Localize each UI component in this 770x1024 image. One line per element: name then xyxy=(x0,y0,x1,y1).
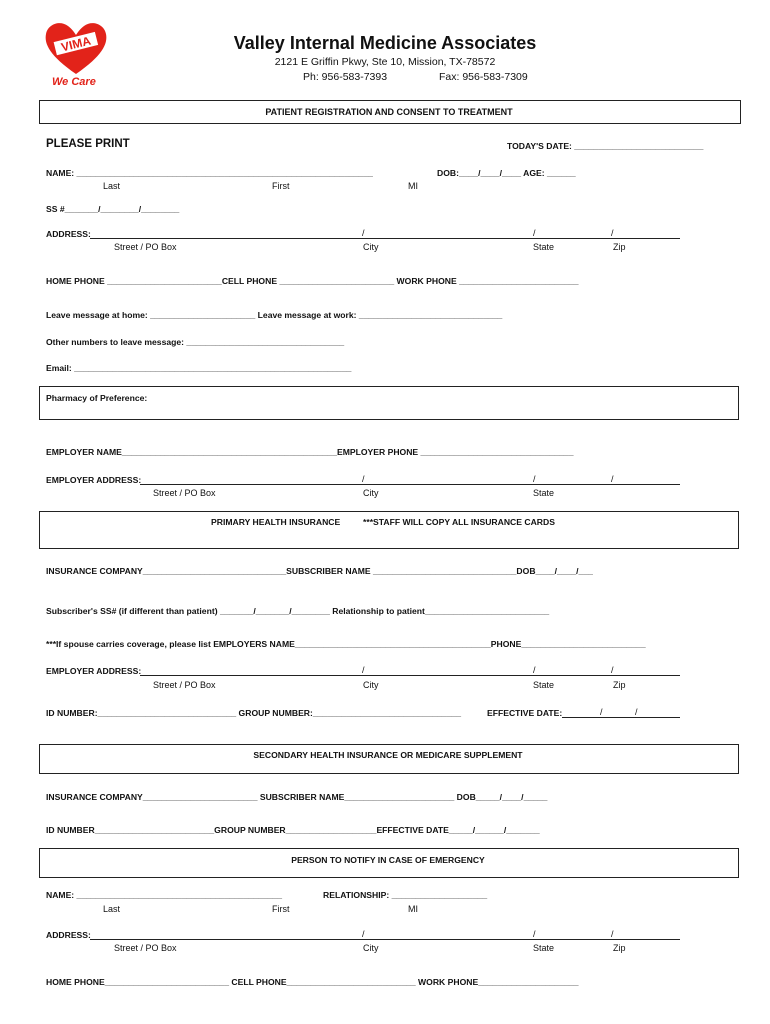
slash-8: / xyxy=(533,665,536,675)
emergency-relationship-field[interactable]: RELATIONSHIP: ____________________ xyxy=(323,890,488,900)
spouse-employer-field[interactable]: ***If spouse carries coverage, please list EMPLOYERS NAME_________________________________________PHONE__________________________ xyxy=(46,639,646,649)
label-city: City xyxy=(363,943,379,953)
patient-dob-age-field[interactable]: DOB:____/____/____ AGE: ______ xyxy=(437,168,576,178)
primary-insurance-heading: PRIMARY HEALTH INSURANCE xyxy=(211,517,341,527)
label-street: Street / PO Box xyxy=(153,488,216,498)
label-state: State xyxy=(533,488,555,498)
emergency-address-line[interactable] xyxy=(90,939,680,940)
label-first: First xyxy=(272,181,290,191)
label-zip: Zip xyxy=(613,680,626,690)
leave-message-field[interactable]: Leave message at home: ______________________ Leave message at work: ______________________________ xyxy=(46,310,503,320)
org-fax: Fax: 956-583-7309 xyxy=(439,71,528,83)
employer-address-line[interactable] xyxy=(140,484,680,485)
effective-date-line[interactable] xyxy=(562,717,680,718)
secondary-company-field[interactable]: INSURANCE COMPANY________________________ SUBSCRIBER NAME_______________________ DOB_____/____/_____ xyxy=(46,792,548,802)
label-city: City xyxy=(363,680,379,690)
effective-date-label: EFFECTIVE DATE: xyxy=(487,708,563,718)
slash-4: / xyxy=(362,474,365,484)
primary-id-group-field[interactable]: ID NUMBER:_____________________________ GROUP NUMBER:_______________________________ xyxy=(46,708,462,718)
pharmacy-box[interactable] xyxy=(39,386,739,420)
label-state: State xyxy=(533,242,555,252)
logo-text: VIMA xyxy=(59,33,93,55)
employer-address-label: EMPLOYER ADDRESS: xyxy=(46,475,142,485)
form-title: PATIENT REGISTRATION AND CONSENT TO TREATMENT xyxy=(265,107,513,117)
slash-10: / xyxy=(600,707,603,717)
label-street: Street / PO Box xyxy=(153,680,216,690)
slash-14: / xyxy=(611,929,614,939)
subscriber-ss-field[interactable]: Subscriber's SS# (if different than patient) _______/_______/________ Relationship to patient__________________________ xyxy=(46,606,550,616)
employer-name-field[interactable]: EMPLOYER NAME_____________________________________________EMPLOYER PHONE ________________________________ xyxy=(46,447,574,457)
label-city: City xyxy=(363,488,379,498)
other-numbers-field[interactable]: Other numbers to leave message: _________________________________ xyxy=(46,337,345,347)
label-state: State xyxy=(533,943,555,953)
label-street: Street / PO Box xyxy=(114,242,177,252)
emergency-heading: PERSON TO NOTIFY IN CASE OF EMERGENCY xyxy=(291,855,485,865)
emergency-phones-field[interactable]: HOME PHONE__________________________ CELL PHONE___________________________ WORK PHONE_____________________ xyxy=(46,977,579,987)
logo-tagline: We Care xyxy=(52,76,96,88)
label-mi: MI xyxy=(408,904,418,914)
org-name: Valley Internal Medicine Associates xyxy=(233,33,537,53)
label-city: City xyxy=(363,242,379,252)
slash-11: / xyxy=(635,707,638,717)
org-address: 2121 E Griffin Pkwy, Ste 10, Mission, TX-78572 xyxy=(274,56,496,68)
label-last: Last xyxy=(103,181,121,191)
insurance-cards-note: ***STAFF WILL COPY ALL INSURANCE CARDS xyxy=(363,517,555,527)
label-zip: Zip xyxy=(613,242,626,252)
label-street: Street / PO Box xyxy=(114,943,177,953)
primary-company-field[interactable]: INSURANCE COMPANY______________________________SUBSCRIBER NAME ______________________________DOB____/____/___ xyxy=(46,566,593,576)
email-field[interactable]: Email: __________________________________________________________ xyxy=(46,363,352,373)
vima-logo xyxy=(40,18,112,90)
slash-3: / xyxy=(611,228,614,238)
emergency-address-label: ADDRESS: xyxy=(46,930,91,940)
slash-2: / xyxy=(533,228,536,238)
slash-7: / xyxy=(362,665,365,675)
label-last: Last xyxy=(103,904,121,914)
secondary-insurance-heading: SECONDARY HEALTH INSURANCE OR MEDICARE SUPPLEMENT xyxy=(253,750,523,760)
primary-employer-address-line[interactable] xyxy=(140,675,680,676)
address-label: ADDRESS: xyxy=(46,229,91,239)
please-print: PLEASE PRINT xyxy=(46,138,130,150)
label-mi: MI xyxy=(408,181,418,191)
slash-1: / xyxy=(362,228,365,238)
slash-6: / xyxy=(611,474,614,484)
todays-date-field[interactable]: TODAY'S DATE: ___________________________ xyxy=(507,141,704,151)
patient-name-field[interactable]: NAME: ______________________________________________________________ xyxy=(46,168,373,178)
phones-field[interactable]: HOME PHONE ________________________CELL PHONE ________________________ WORK PHONE _________________________ xyxy=(46,276,579,286)
label-first: First xyxy=(272,904,290,914)
slash-5: / xyxy=(533,474,536,484)
emergency-name-field[interactable]: NAME: ___________________________________________ xyxy=(46,890,283,900)
slash-12: / xyxy=(362,929,365,939)
primary-employer-address-label: EMPLOYER ADDRESS: xyxy=(46,666,142,676)
pharmacy-label: Pharmacy of Preference: xyxy=(46,393,148,403)
slash-9: / xyxy=(611,665,614,675)
ss-field[interactable]: SS #_______/________/________ xyxy=(46,204,180,214)
label-state: State xyxy=(533,680,555,690)
label-zip: Zip xyxy=(613,943,626,953)
secondary-id-group-field[interactable]: ID NUMBER_________________________GROUP NUMBER___________________EFFECTIVE DATE_____/______/_______ xyxy=(46,825,540,835)
org-phone: Ph: 956-583-7393 xyxy=(303,71,388,83)
address-line[interactable] xyxy=(90,238,680,239)
heart-logo-icon xyxy=(40,18,112,78)
slash-13: / xyxy=(533,929,536,939)
